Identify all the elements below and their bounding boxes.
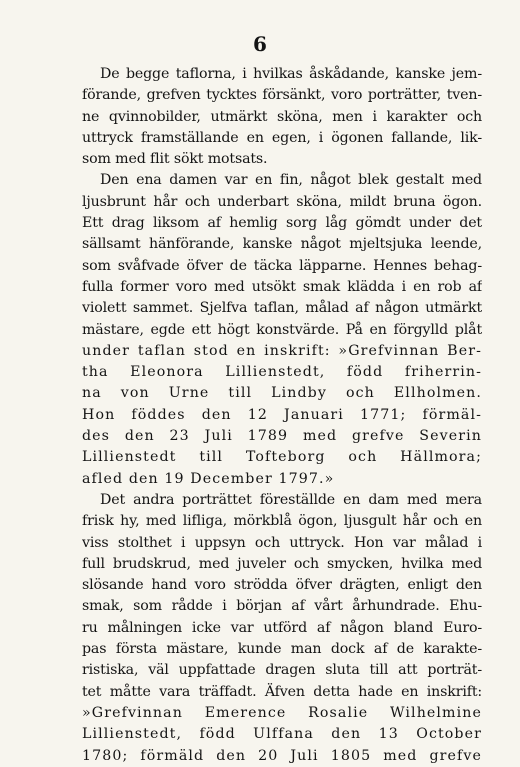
text-line: tha Eleonora Lillienstedt, född friherrin-: [82, 364, 482, 381]
text-line: ne qvinnobilder, utmärkt sköna, men i karakter och: [82, 108, 482, 125]
text-line: full brudskrud, med juveler och smycken, hvilka med: [82, 555, 482, 572]
text-line: »Grefvinnan Emerence Rosalie Wilhelmine: [82, 704, 482, 721]
text-line: som med flit sökt motsats.: [82, 151, 268, 168]
text-line: De begge taflorna, i hvilkas åskådande, kanske jem-: [100, 66, 482, 82]
text-line: Hon föddes den 12 Januari 1771; förmäl-: [82, 406, 482, 423]
body-text: [82, 64, 482, 767]
page-number: 6: [253, 32, 267, 56]
text-line: 1780; förmäld den 20 Juli 1805 med grefve: [82, 747, 482, 764]
text-line: mästare, egde ett högt konstvärde. På en förgylld plåt: [82, 321, 482, 338]
text-line: förande, grefven tycktes försänkt, voro porträtter, tven-: [82, 87, 482, 104]
text-line: slösande hand voro strödda öfver drägten, enligt den: [82, 577, 482, 594]
text-line: pas första mästare, kunde man dock af de karakte-: [82, 641, 482, 658]
text-line: fulla former voro med utsökt smak klädda i en rob af: [82, 278, 482, 295]
text-line: na von Urne till Lindby och Ellholmen.: [82, 385, 482, 402]
text-line: afled den 19 December 1797.»: [82, 470, 335, 487]
text-line: uttryck framställande en egen, i ögonen fallande, lik-: [82, 129, 482, 146]
text-line: sällsamt hänförande, kanske något mjeltsjuka leende,: [82, 236, 482, 253]
text-line: ljusbrunt hår och underbart sköna, mildt bruna ögon.: [82, 193, 482, 210]
text-line: ristiska, väl uppfattade dragen sluta till att porträt-: [82, 662, 482, 679]
text-line: Den ena damen var en fin, något blek gestalt med: [100, 172, 482, 189]
text-line: Ett drag liksom af hemlig sorg låg gömdt under det: [82, 215, 482, 232]
text-line: Det andra porträttet föreställde en dam med mera: [100, 491, 482, 508]
text-line: frisk hy, med lifliga, mörkblå ögon, ljusgult hår och en: [82, 513, 482, 530]
text-line: under taflan stod en inskrift: »Grefvinnan Ber-: [82, 342, 482, 359]
text-line: des den 23 Juli 1789 med grefve Severin: [82, 428, 482, 445]
text-line: smak, som rådde i början af vårt århundrade. Ehu-: [82, 598, 482, 615]
text-line: ru målningen icke var utförd af någon bland Euro-: [82, 619, 482, 636]
text-line: som svåfvade öfver de täcka läpparne. Hennes behag-: [82, 257, 482, 274]
text-line: Lillienstedt, född Ulffana den 13 October: [82, 726, 482, 743]
text-line: viss stolthet i uppsyn och uttryck. Hon var målad i: [82, 534, 482, 551]
text-line: violett sammet. Sjelfva taflan, målad af någon utmärkt: [82, 300, 482, 317]
text-line: tet måtte vara träffadt. Äfven detta hade en inskrift:: [82, 683, 482, 700]
text-line: Lillienstedt till Tofteborg och Hällmora;: [82, 449, 482, 466]
